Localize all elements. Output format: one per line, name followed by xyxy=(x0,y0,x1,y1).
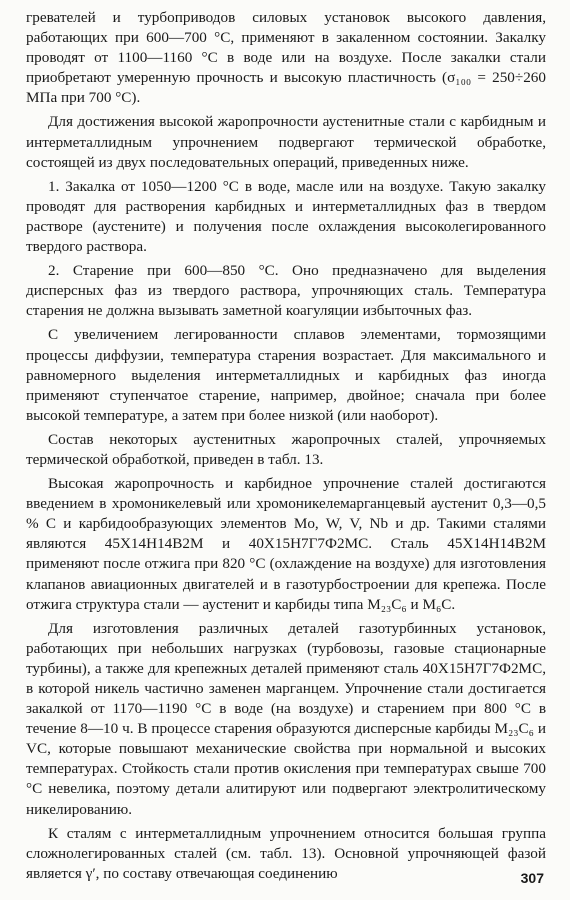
paragraph: С увеличением легированности сплавов элементами, тормозящими процессы диффузии, температура старения возрастает. Для максимального и равномерного выделения интерметаллидных и карбидных фаз иногда применяют ступенчатое старение, например, двойное; сначала при более высокой температуре, а затем при более низкой (или наоборот). xyxy=(26,326,546,424)
page-number: 307 xyxy=(520,870,544,886)
paragraph: 2. Старение при 600—850 °С. Оно предназначено для выделения дисперсных фаз из твердого раствора, упрочняющих сталь. Температура старения не должна вызывать заметной коагуляции избыточных фаз. xyxy=(26,262,546,320)
paragraph: 1. Закалка от 1050—1200 °С в воде, масле или на воздухе. Такую закалку проводят для растворения карбидных и интерметаллидных фаз в твердом растворе (аустените) и получения после охлаждения высоколегированного твердого раствора. xyxy=(26,177,546,256)
paragraph: Высокая жаропрочность и карбидное упрочнение сталей достигаются введением в хромоникелевый или хромоникелемарганцевый аустенит 0,3—0,5 % С и карбидообразующих элементов Mo, W, V, Nb и др. Такими сталями являются 45Х14Н14В2М и 40Х15Н7Г7Ф2МС. Сталь 45Х14Н14В2М применяют после отжига при 820 °С (охлаждение на воздухе) для изготовления клапанов авиационных двигателей и в газотурбостроении для крепежа. После отжига структура стали — аустенит и карбиды типа М₂₃С₆ и М₆С. xyxy=(26,475,546,613)
paragraph: Для достижения высокой жаропрочности аустенитные стали с карбидным и интерметаллидным упрочнением подвергают термической обработке, состоящей из двух последовательных операций, приведенных ниже. xyxy=(26,113,546,171)
body-text xyxy=(26,8,546,888)
paragraph: Для изготовления различных деталей газотурбинных установок, работающих при небольших нагрузках (турбовозы, газовые стационарные турбины), а также для крепежных деталей применяют сталь 40Х15Н7Г7Ф2МС, в которой никель частично заменен марганцем. Упрочнение стали достигается закалкой от 1170—1190 °С в воде (на воздухе) и старением при 800 °С в течение 8—10 ч. В процессе старения образуются дисперсные карбиды М₂₃С₆ и VC, которые повышают механические свойства при нормальной и высоких температурах. Стойкость стали против окисления при температурах свыше 700 °С невелика, поэтому детали алитируют или подвергают электролитическому никелированию. xyxy=(26,619,546,818)
paragraph: К сталям с интерметаллидным упрочнением относится большая группа сложнолегированных сталей (см. табл. 13). Основной упрочняющей фазой является γ′, по составу отвечающая соединению xyxy=(26,824,546,882)
paragraph: Состав некоторых аустенитных жаропрочных сталей, упрочняемых термической обработкой, приведен в табл. 13. xyxy=(26,430,546,468)
paragraph: гревателей и турбоприводов силовых установок высокого давления, работающих при 600—700 °С, применяют в закаленном состоянии. Закалку проводят от 1100—1160 °С в воде или на воздухе. После закалки стали приобретают умеренную прочность и высокую пластичность (σ₁₀₀ = 250÷260 МПа при 700 °С). xyxy=(26,9,546,107)
